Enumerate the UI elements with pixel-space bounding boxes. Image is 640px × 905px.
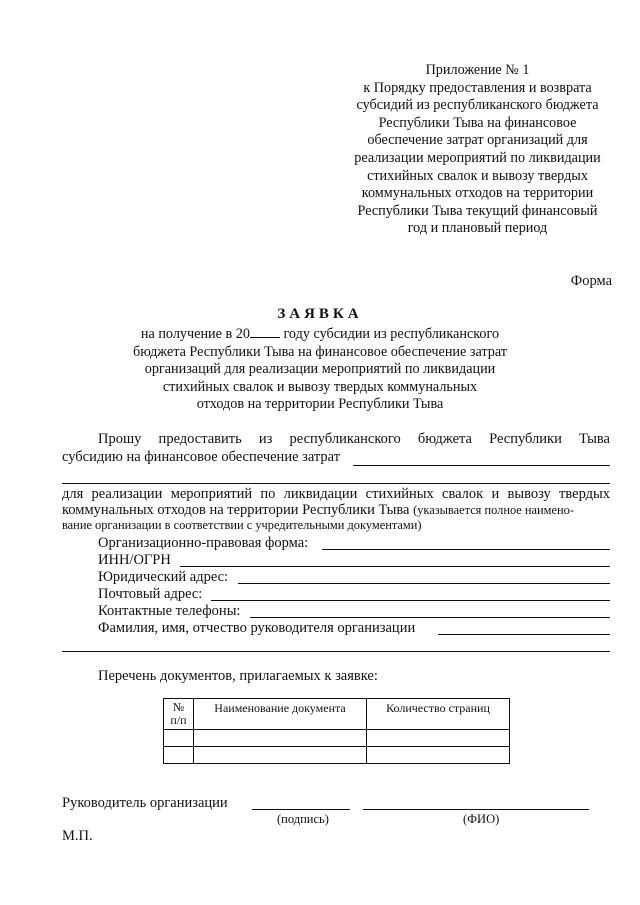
subtitle-line: отходов на территории Республики Тыва xyxy=(196,396,444,413)
purpose-paragraph-text: коммунальных отходов на территории Республики Тыва xyxy=(62,502,414,518)
column-header-number xyxy=(164,699,194,730)
purpose-paragraph-line xyxy=(62,502,574,519)
signature-caption: (подпись) xyxy=(277,812,329,826)
documents-table xyxy=(163,698,510,764)
subtitle-line xyxy=(0,326,640,344)
subtitle-line1-end: году субсидии из республиканского xyxy=(279,326,500,342)
appendix-line: Республики Тыва текущий финансовый xyxy=(357,202,598,219)
full-name-caption: (ФИО) xyxy=(463,812,500,826)
field-label-postal-address: Почтовый адрес: xyxy=(98,586,203,602)
legal-address-field[interactable] xyxy=(238,583,610,584)
field-label-legal-form: Организационно-правовая форма: xyxy=(98,535,309,551)
table-row xyxy=(164,730,510,747)
subtitle-line: организаций для реализации мероприятий по ликвидации xyxy=(144,361,496,378)
appendix-line: стихийных свалок и вывозу твердых xyxy=(367,167,588,184)
document-title: ЗАЯВКА xyxy=(277,306,363,322)
document-subtitle xyxy=(0,326,640,414)
full-name-field[interactable] xyxy=(363,809,589,810)
appendix-line: реализации мероприятий по ликвидации xyxy=(354,149,601,166)
subtitle-line: бюджета Республики Тыва на финансовое обеспечение затрат xyxy=(132,343,508,360)
phones-field[interactable] xyxy=(250,617,610,618)
appendix-block xyxy=(335,62,620,238)
field-label-head-name: Фамилия, имя, отчество руководителя организации xyxy=(98,620,416,636)
table-cell[interactable] xyxy=(194,730,367,747)
expense-purpose-field-continued[interactable] xyxy=(62,483,610,484)
year-blank[interactable] xyxy=(250,326,280,338)
purpose-paragraph-line: для реализации мероприятий по ликвидации стихийных свалок и вывозу твердых xyxy=(62,486,610,502)
appendix-line: год и плановый период xyxy=(407,220,548,237)
appendix-line: субсидий из республиканского бюджета xyxy=(356,97,599,114)
postal-address-field[interactable] xyxy=(211,600,610,601)
appendix-line: Приложение № 1 xyxy=(425,62,530,78)
appendix-line: обеспечение затрат организаций для xyxy=(367,132,588,149)
number-header-line: п/п xyxy=(170,713,187,727)
table-cell[interactable] xyxy=(367,730,510,747)
org-name-hint-continued: вание организации в соответствии с учредительными документами) xyxy=(62,518,422,532)
request-paragraph-line: субсидию на финансовое обеспечение затрат xyxy=(62,449,341,465)
appendix-line: коммунальных отходов на территории xyxy=(361,185,594,202)
table-cell[interactable] xyxy=(164,730,194,747)
inn-ogrn-field[interactable] xyxy=(180,566,610,567)
table-cell[interactable] xyxy=(194,747,367,764)
org-name-hint: (указывается полное наимено- xyxy=(413,503,574,517)
number-header-line: № xyxy=(172,700,185,714)
head-name-field[interactable] xyxy=(438,634,610,635)
signature-field[interactable] xyxy=(252,809,350,810)
head-signature-label: Руководитель организации xyxy=(62,795,228,811)
appendix-line: к Порядку предоставления и возврата xyxy=(363,79,592,96)
legal-form-field[interactable] xyxy=(322,549,610,550)
table-cell[interactable] xyxy=(367,747,510,764)
field-label-legal-address: Юридический адрес: xyxy=(98,569,229,585)
subtitle-line1-start: на получение в 20 xyxy=(140,326,250,342)
field-label-inn-ogrn: ИНН/ОГРН xyxy=(98,552,171,568)
documents-intro: Перечень документов, прилагаемых к заявке: xyxy=(98,668,378,684)
request-paragraph-line: Прошу предоставить из республиканского бюджета Республики Тыва xyxy=(98,431,610,447)
form-label: Форма xyxy=(570,273,612,289)
table-header-row xyxy=(164,699,510,730)
head-name-field-continued[interactable] xyxy=(62,651,610,652)
column-header-name: Наименование документа xyxy=(194,699,367,730)
stamp-place-label: М.П. xyxy=(62,828,93,844)
column-header-pages: Количество страниц xyxy=(367,699,510,730)
table-cell[interactable] xyxy=(164,747,194,764)
expense-purpose-field[interactable] xyxy=(353,465,610,466)
appendix-line: Республики Тыва на финансовое xyxy=(378,114,577,131)
table-row xyxy=(164,747,510,764)
subtitle-line: стихийных свалок и вывозу твердых коммунальных xyxy=(162,378,478,395)
field-label-phones: Контактные телефоны: xyxy=(98,603,241,619)
